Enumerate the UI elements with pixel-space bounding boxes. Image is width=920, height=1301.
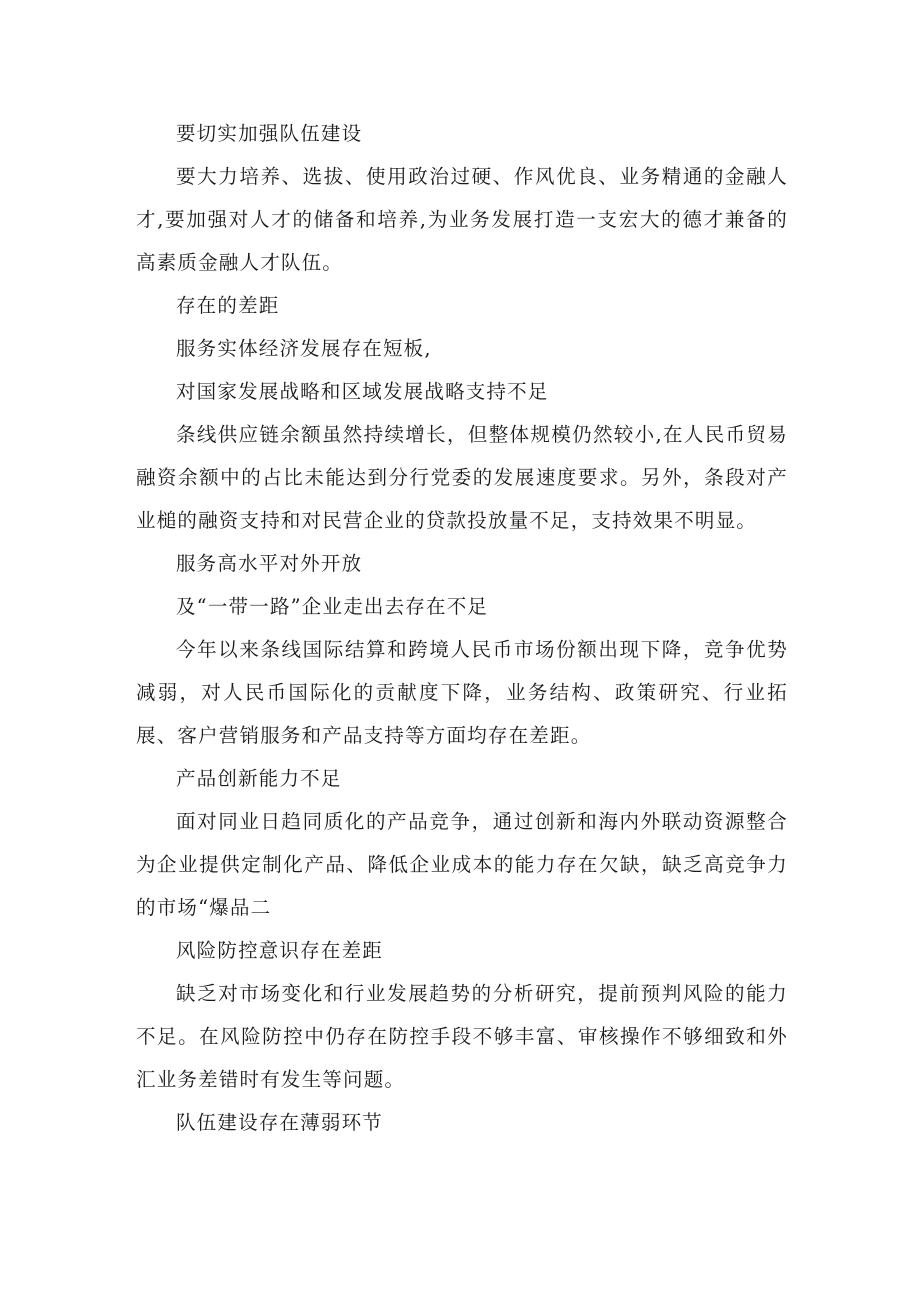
paragraph-supply-chain: 条线供应链余额虽然持续增长，但整体规模仍然较小,在人民币贸易融资余额中的占比未能达到分行党委的发展速度要求。另外，条段对产业槌的融资支持和对民营企业的贷款投放量不足，支持效果不明显。	[136, 423, 788, 532]
heading-product-innovation: 产品创新能力不足	[175, 767, 342, 790]
heading-existing-gaps: 存在的差距	[175, 294, 280, 317]
heading-opening-up: 服务高水平对外开放	[175, 552, 363, 575]
heading-strategy-support: 对国家发展战略和区域发展战略支持不足	[175, 380, 549, 403]
heading-team-weakness: 队伍建设存在薄弱环节	[175, 1111, 383, 1134]
heading-real-economy-shortcomings: 服务实体经济发展存在短板,	[175, 337, 432, 360]
paragraph-product-competition: 面对同业日趋同质化的产品竞争，通过创新和海内外联动资源整合为企业提供定制化产品、降低企业成本的能力存在欠缺，缺乏高竞争力的市场“爆品二	[136, 810, 788, 919]
document-body	[136, 112, 788, 1144]
paragraph-risk-analysis: 缺乏对市场变化和行业发展趋势的分析研究，提前预判风险的能力不足。在风险防控中仍存在防控手段不够丰富、审核操作不够细致和外汇业务差错时有发生等问题。	[136, 982, 788, 1091]
paragraph-talent-cultivation: 要大力培养、选拔、使用政治过硬、作风优良、业务精通的金融人才,要加强对人才的储备和培养,为业务发展打造一支宏大的德才兼备的高素质金融人才队伍。	[136, 165, 788, 274]
paragraph-international-settlement: 今年以来条线国际结算和跨境人民币市场份额出现下降，竞争优势减弱，对人民币国际化的贡献度下降，业务结构、政策研究、行业拓展、客户营销服务和产品支持等方面均存在差距。	[136, 638, 788, 747]
heading-team-building: 要切实加强队伍建设	[175, 122, 363, 145]
heading-risk-control: 风险防控意识存在差距	[175, 939, 383, 962]
heading-belt-and-road: 及“一带一路”企业走出去存在不足	[175, 595, 489, 618]
